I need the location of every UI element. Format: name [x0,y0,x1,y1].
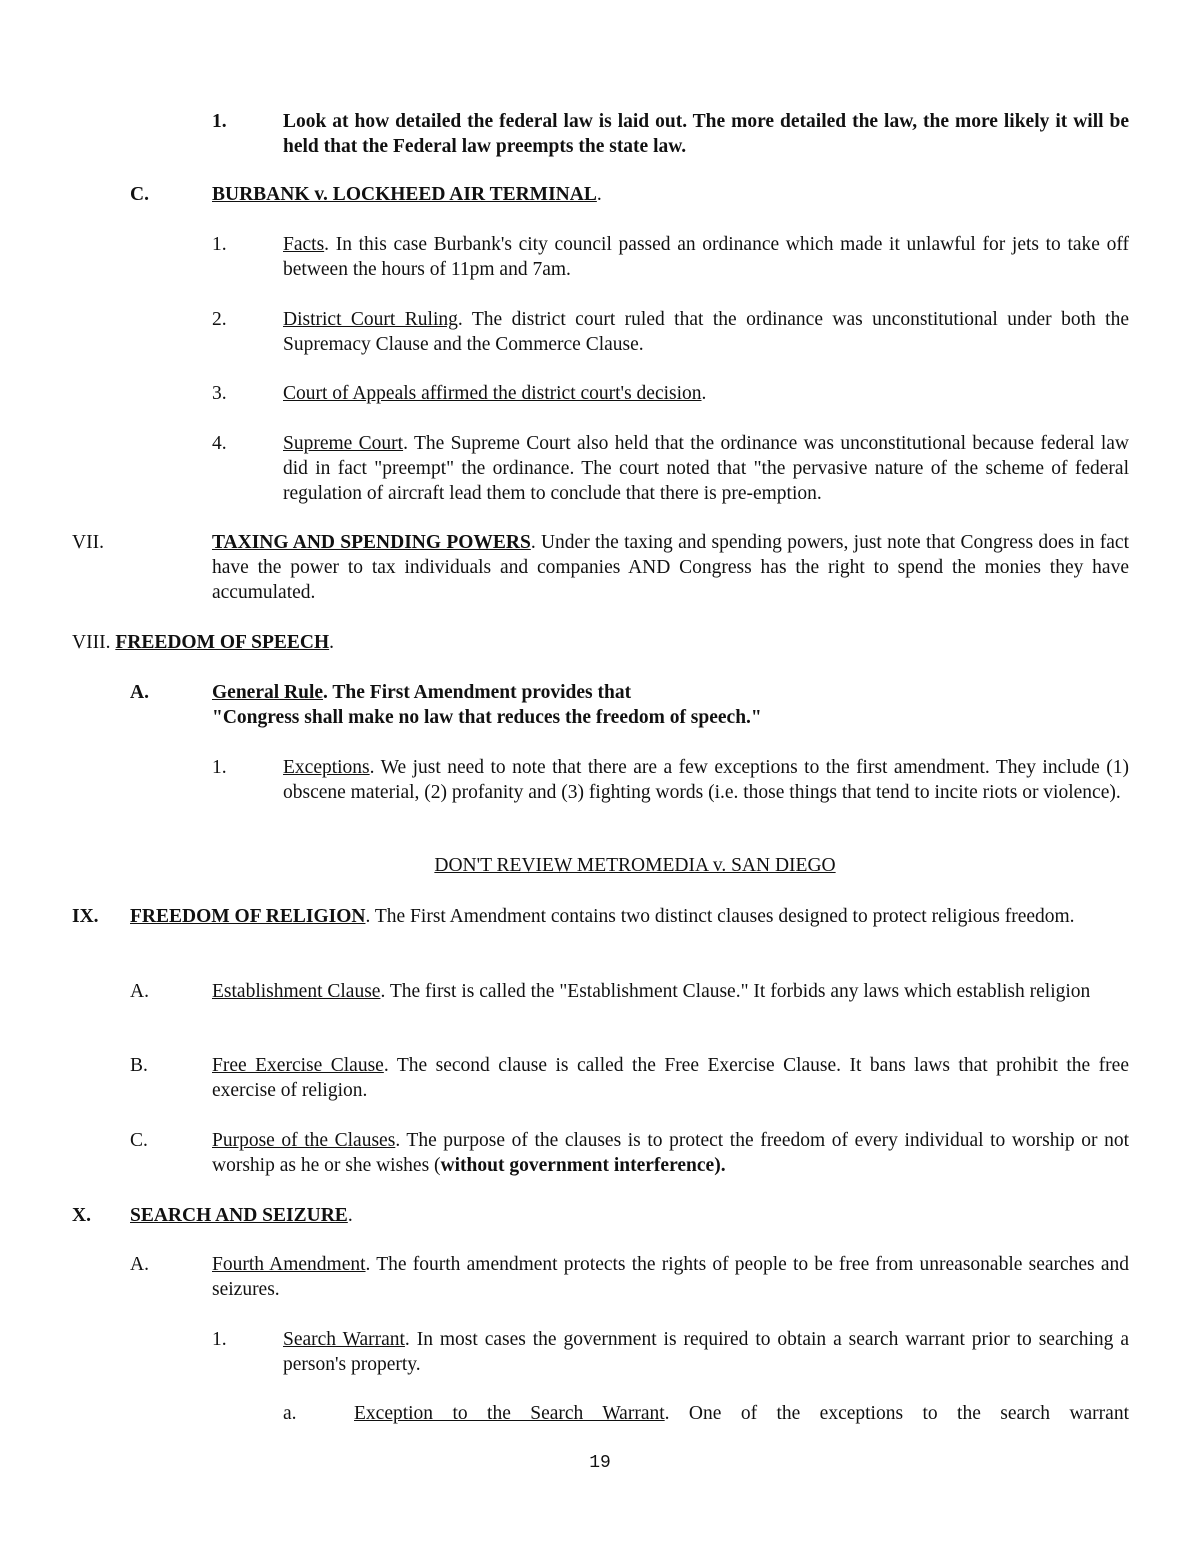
note-text: DON'T REVIEW METROMEDIA v. SAN DIEGO [434,855,836,876]
item-label: Establishment Clause [212,981,381,1002]
item-text: . Under the taxing and spending powers, just note that Congress does in fact have the power to tax individuals and companies AND Congress has the right to spend the monies they have accumulated. [212,532,1129,603]
section-heading: VIII. FREEDOM OF SPEECH. [72,632,334,653]
section-letter: B. [130,1055,148,1076]
section-letter: A. [130,682,149,703]
paragraph [212,530,1129,605]
heading-text: FREEDOM OF RELIGION [130,906,366,927]
item-number: 4. [212,433,227,454]
section-heading: BURBANK v. LOCKHEED AIR TERMINAL. [212,184,602,205]
item-label: Exceptions [283,757,370,778]
paragraph [130,904,1129,929]
paragraph-bold [212,680,1129,730]
item-text: . The second clause is called the Free Exercise Clause. It bans laws that prohibit the free exercise of religion. [212,1055,1129,1101]
heading-text: TAXING AND SPENDING POWERS [212,532,531,553]
item-text: . The Supreme Court also held that the ordinance was unconstitutional because federal law did in fact "preempt" the ordinance. The court noted that "the pervasive nature of the scheme of federal regulation of aircraft lead them to conclude that there is pre-emption. [283,433,1129,504]
item-label: Supreme Court [283,433,404,454]
page-number: 19 [589,1453,611,1473]
item-text-bold: without government interference). [440,1155,726,1176]
item-number: a. [283,1403,297,1424]
item-label: Fourth Amendment [212,1254,366,1275]
paragraph [212,979,1129,1004]
paragraph [283,232,1129,282]
paragraph [212,1252,1129,1302]
item-label: District Court Ruling [283,309,458,330]
item-label: Purpose of the Clauses [212,1130,396,1151]
item-label: General Rule [212,682,324,703]
item-number: 2. [212,309,227,330]
section-letter: C. [130,184,149,205]
roman-numeral: IX. [72,906,99,927]
heading-text: FREEDOM OF SPEECH [115,632,330,653]
roman-numeral: VII. [72,532,104,553]
item-number: 1. [212,757,227,778]
paragraph [354,1401,1129,1426]
item-text: . One of the exceptions to the search warrant [664,1403,1129,1424]
item-text: . The purpose of the clauses is to protect the freedom of every individual to worship or not worship as he or she wishes ( [212,1130,1130,1176]
paragraph [283,307,1129,357]
item-text: . The First Amendment contains two distinct clauses designed to protect religious freedom. [365,906,1075,927]
paragraph [212,1128,1129,1178]
item-text: . In this case Burbank's city council passed an ordinance which made it unlawful for jets to take off between the hours of 11pm and 7am. [283,234,1129,280]
paragraph [212,1053,1129,1103]
roman-numeral: X. [72,1205,91,1226]
paragraph: Court of Appeals affirmed the district court's decision. [283,383,707,404]
section-letter: C. [130,1130,148,1151]
centered-note [212,853,1058,878]
item-number: 1. [212,111,227,132]
heading-text: BURBANK v. LOCKHEED AIR TERMINAL [212,184,597,205]
item-number: 1. [212,234,227,255]
roman-numeral: VIII. [72,632,111,653]
section-heading: SEARCH AND SEIZURE. [130,1205,353,1226]
item-number: 1. [212,1329,227,1350]
item-number: 3. [212,383,227,404]
paragraph [283,755,1129,805]
item-text: . In most cases the government is required to obtain a search warrant prior to searching a person's property. [283,1329,1129,1375]
paragraph [283,1327,1129,1377]
item-text: . The First Amendment provides that [323,682,632,703]
item-label: Court of Appeals affirmed the district court's decision [283,383,702,404]
item-label: Exception to the Search Warrant [354,1403,665,1424]
paragraph [283,431,1129,506]
paragraph-bold: Look at how detailed the federal law is laid out. The more detailed the law, the more likely it will be held that the Federal law preempts the state law. [283,111,1129,157]
item-text: . We just need to note that there are a few exceptions to the first amendment. They include (1) obscene material, (2) profanity and (3) fighting words (i.e. those things that tend to incite riots or violence). [283,757,1129,803]
item-text: . The district court ruled that the ordinance was unconstitutional under both the Supremacy Clause and the Commerce Clause. [283,309,1129,355]
quote-line: "Congress shall make no law that reduces the freedom of speech." [212,707,762,728]
section-letter: A. [130,981,149,1002]
heading-text: SEARCH AND SEIZURE [130,1205,348,1226]
section-letter: A. [130,1254,149,1275]
item-text: . The fourth amendment protects the rights of people to be free from unreasonable searches and seizures. [212,1254,1129,1300]
item-label: Free Exercise Clause [212,1055,384,1076]
item-label: Search Warrant [283,1329,405,1350]
item-text: . The first is called the "Establishment Clause." It forbids any laws which establish religion [380,981,1091,1002]
item-label: Facts [283,234,325,255]
